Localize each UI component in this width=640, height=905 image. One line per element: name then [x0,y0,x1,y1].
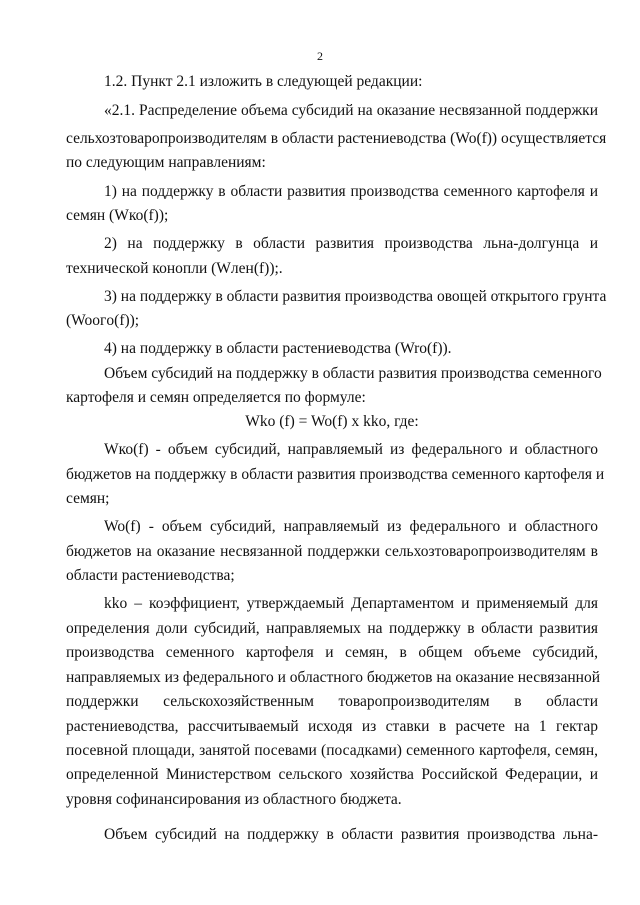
paragraph-line: определения доли субсидий, направляемых на поддержку в области развития [66,620,598,637]
paragraph-line: семян; [66,490,110,507]
paragraph-line: уровня софинансирования из областного бюджета. [66,791,402,808]
page-number: 2 [317,49,323,63]
paragraph-line: по следующим направлениям: [66,154,266,171]
paragraph-line: 1.2. Пункт 2.1 изложить в следующей редакции: [104,73,423,90]
paragraph-line: технической конопли (Wлен(f));. [66,260,283,277]
paragraph-line: Wко(f) - объем субсидий, направляемый из федерального и областного [104,441,598,458]
paragraph-line: направляемых из федерального и областного бюджетов на оказание несвязанной [66,669,601,686]
paragraph-line: Wo(f) - объем субсидий, направляемый из федерального и областного [104,518,598,535]
paragraph-line: 1) на поддержку в области развития производства семенного картофеля и [104,183,598,200]
paragraph-line: 2) на поддержку в области развития производства льна-долгунца и [104,235,598,252]
paragraph-line: бюджетов на оказание несвязанной поддержки сельхозтоваропроизводителям в [66,543,598,560]
paragraph-line: (Wooгo(f)); [66,312,140,329]
paragraph-line: сельхозтоваропроизводителям в области растениеводства (Wo(f)) осуществляется [66,130,607,147]
paragraph-line: определенной Министерством сельского хозяйства Российской Федерации, и [66,766,598,783]
paragraph-line: бюджетов на поддержку в области развития производства семенного картофеля и [66,466,605,483]
paragraph-line: области растениеводства; [66,567,235,584]
paragraph-line: картофеля и семян определяется по формуле: [66,389,366,406]
paragraph-line: «2.1. Распределение объема субсидий на оказание несвязанной поддержки [104,102,598,119]
paragraph-line: Объем субсидий на поддержку в области развития производства льна- [104,826,598,843]
paragraph-line: поддержки сельскохозяйственным товаропроизводителям в области [66,693,598,710]
formula-line: Wko (f) = Wo(f) x kko, где: [245,413,419,430]
paragraph-line: производства семенного картофеля и семян, в общем объеме субсидий, [66,644,598,661]
paragraph-line: посевной площади, занятой посевами (посадками) семенного картофеля, семян, [66,742,598,759]
paragraph-line: Объем субсидий на поддержку в области развития производства семенного [104,365,602,382]
paragraph-line: растениеводства, рассчитываемый исходя из ставки в расчете на 1 гектар [66,718,598,735]
paragraph-line: семян (Wко(f)); [66,207,169,224]
paragraph-line: 4) на поддержку в области растениеводства (Wrо(f)). [104,340,452,357]
paragraph-line: kko – коэффициент, утверждаемый Департаментом и применяемый для [104,595,598,612]
paragraph-line: 3) на поддержку в области развития производства овощей открытого грунта [104,288,607,305]
